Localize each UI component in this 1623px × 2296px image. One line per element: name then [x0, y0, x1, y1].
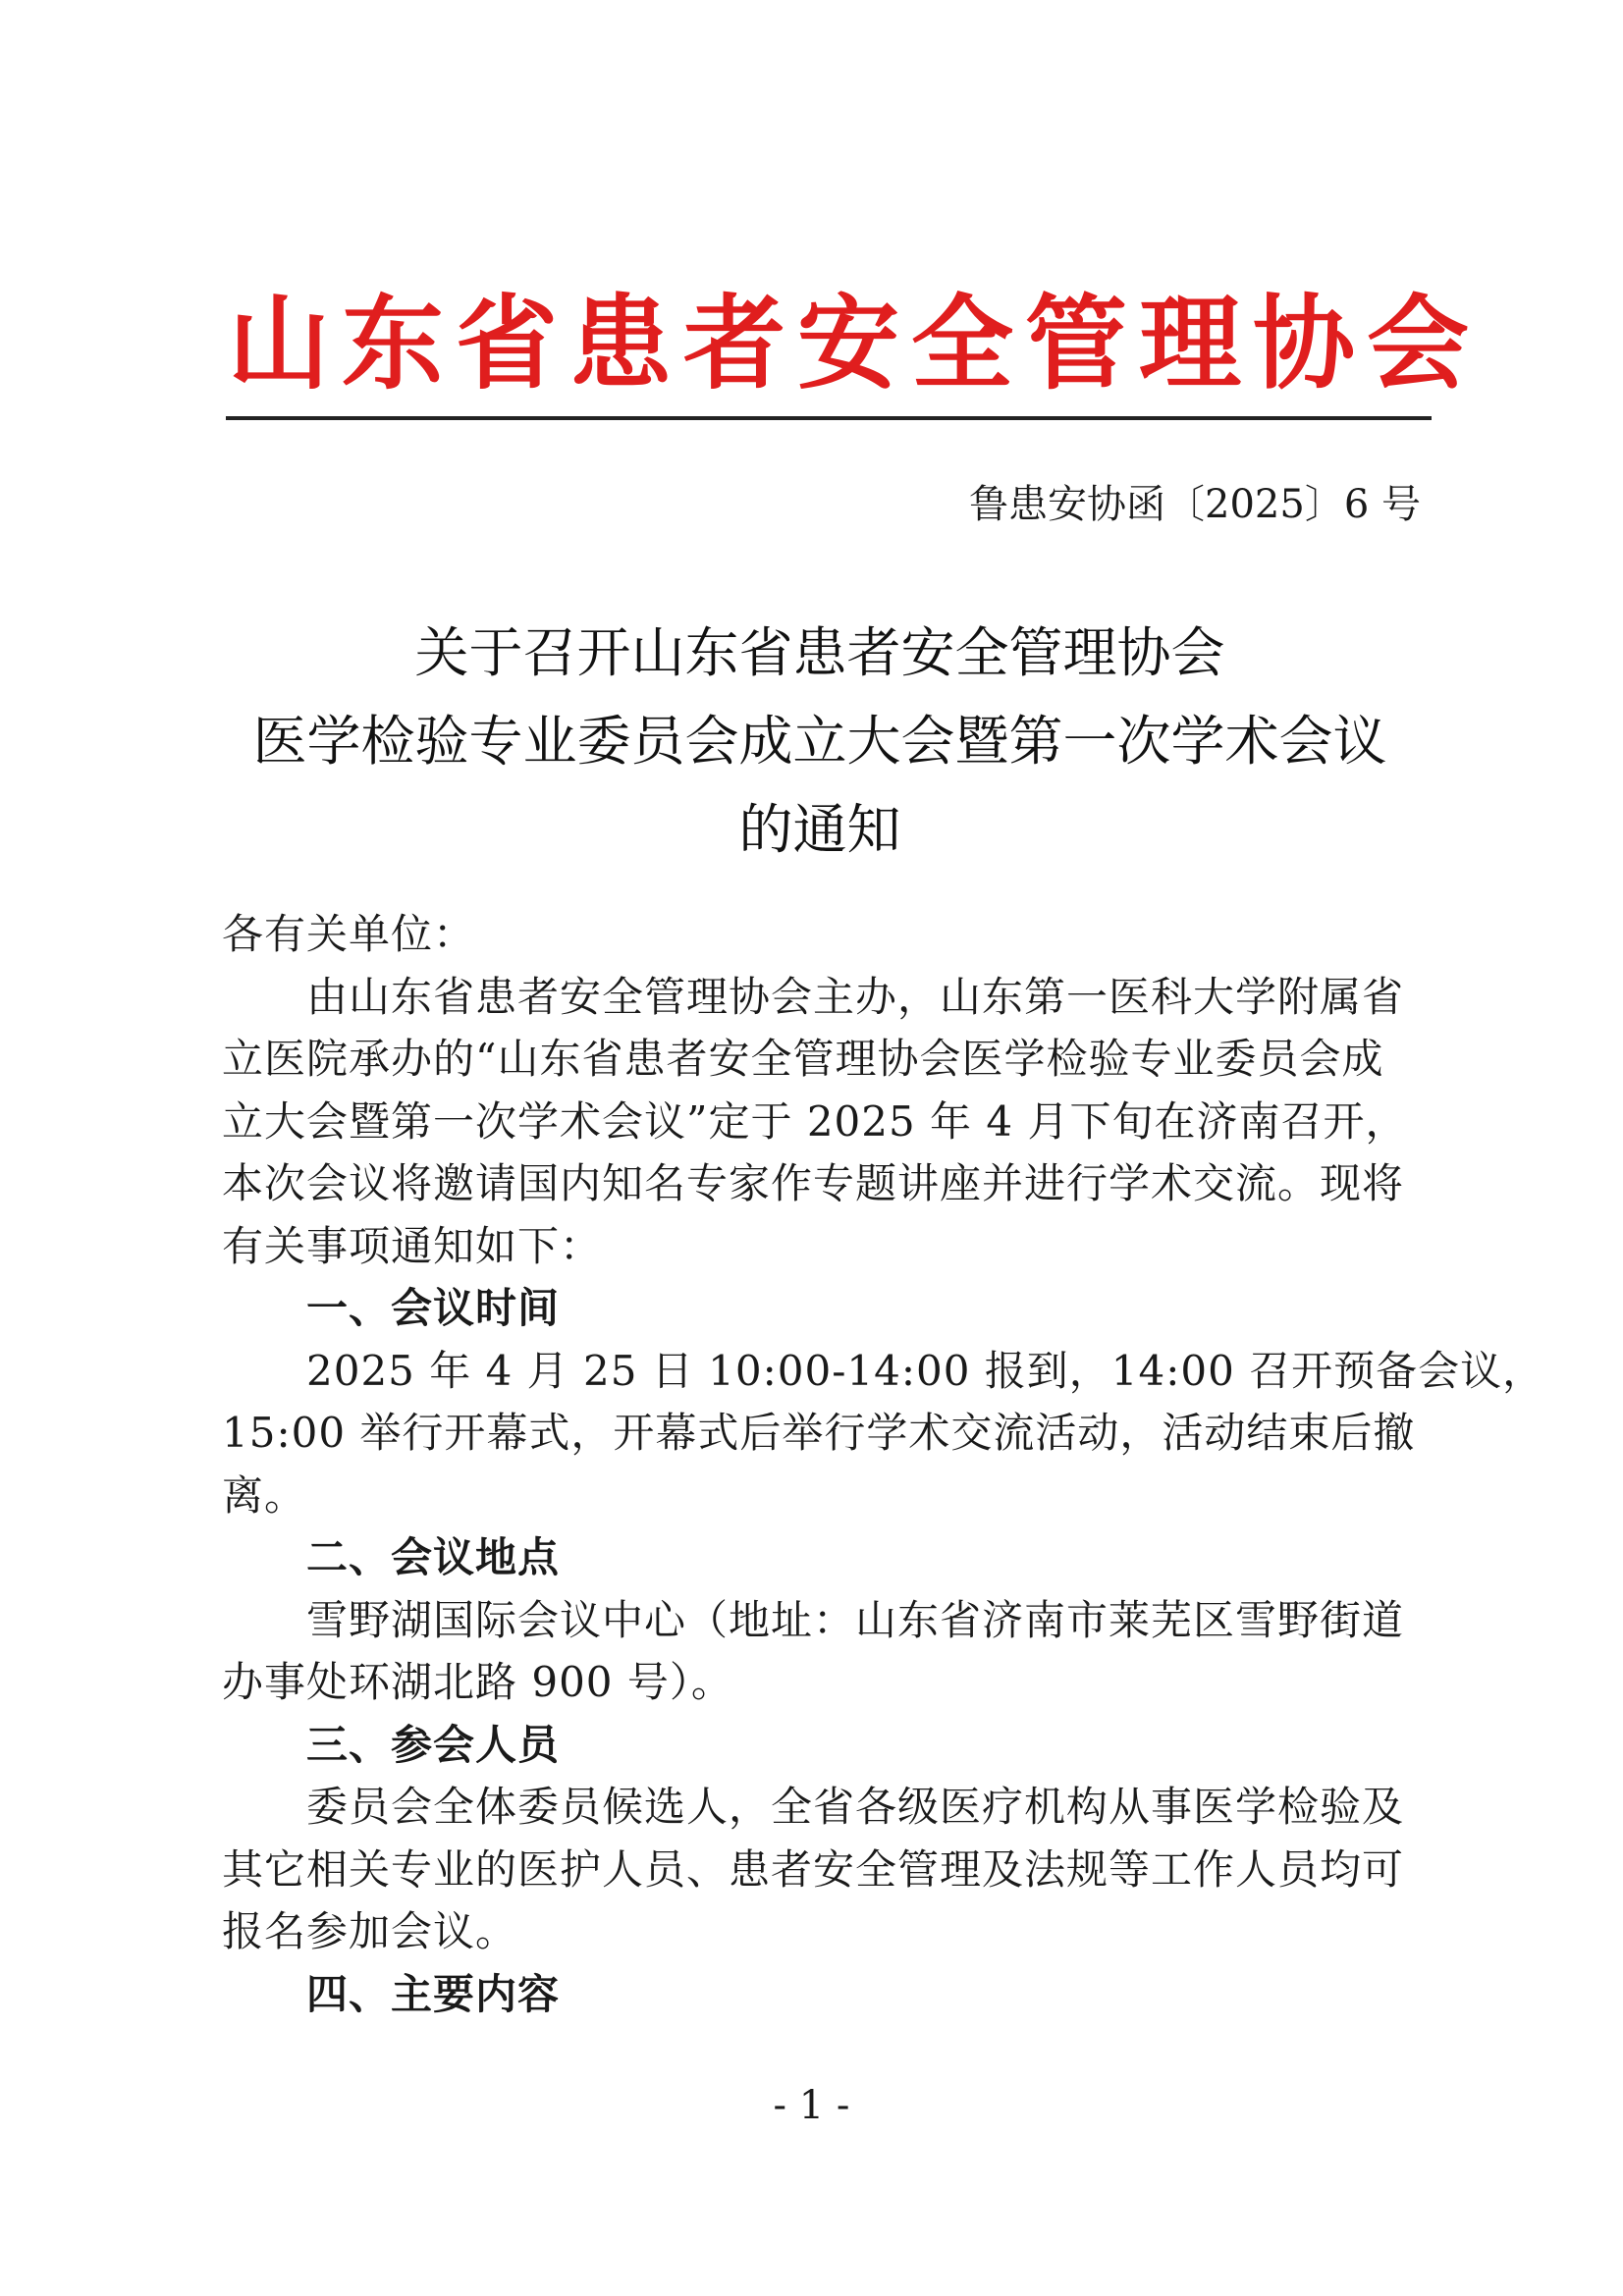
salutation: 各有关单位： — [222, 910, 476, 958]
section-heading-attendees: 三、参会人员 — [306, 1720, 561, 1769]
section-line: 委员会全体委员候选人，全省各级医疗机构从事医学检验及 — [306, 1783, 1405, 1831]
intro-line: 立大会暨第一次学术会议”定于 2025 年 4 月下旬在济南召开， — [222, 1096, 1408, 1146]
organization-header: 山东省患者安全管理协会 — [228, 283, 1482, 403]
section-line: 离。 — [222, 1470, 307, 1520]
section-line: 15:00 举行开幕式，开幕式后举行学术交流活动，活动结束后撤 — [222, 1409, 1416, 1457]
section-heading-location: 二、会议地点 — [306, 1533, 561, 1581]
document-title — [196, 609, 1443, 874]
intro-line: 由山东省患者安全管理协会主办，山东第一医科大学附属省 — [306, 972, 1405, 1021]
section-heading-time: 一、会议时间 — [306, 1284, 561, 1332]
intro-line: 立医院承办的“山东省患者安全管理协会医学检验专业委员会成 — [222, 1035, 1384, 1083]
section-line: 报名参加会议。 — [222, 1907, 518, 1955]
title-line-3: 的通知 — [738, 798, 901, 861]
header-divider — [226, 416, 1432, 420]
section-line: 2025 年 4 月 25 日 10:00-14:00 报到，14:00 召开预备会议， — [306, 1346, 1545, 1395]
intro-line: 有关事项通知如下： — [222, 1221, 603, 1270]
section-line: 雪野湖国际会议中心（地址：山东省济南市莱芜区雪野街道 — [306, 1595, 1405, 1644]
section-line: 其它相关专业的医护人员、患者安全管理及法规等工作人员均可 — [222, 1844, 1405, 1894]
document-body — [222, 903, 1545, 2025]
page-number: - 1 - — [773, 2083, 850, 2128]
intro-line: 本次会议将邀请国内知名专家作专题讲座并进行学术交流。现将 — [222, 1159, 1405, 1207]
section-line: 办事处环湖北路 900 号）。 — [222, 1658, 733, 1706]
section-heading-content: 四、主要内容 — [306, 1969, 561, 2018]
title-line-2: 医学检验专业委员会成立大会暨第一次学术会议 — [252, 710, 1387, 773]
title-line-1: 关于召开山东省患者安全管理协会 — [414, 621, 1225, 684]
document-number: 鲁患安协函〔2025〕6 号 — [969, 482, 1421, 527]
